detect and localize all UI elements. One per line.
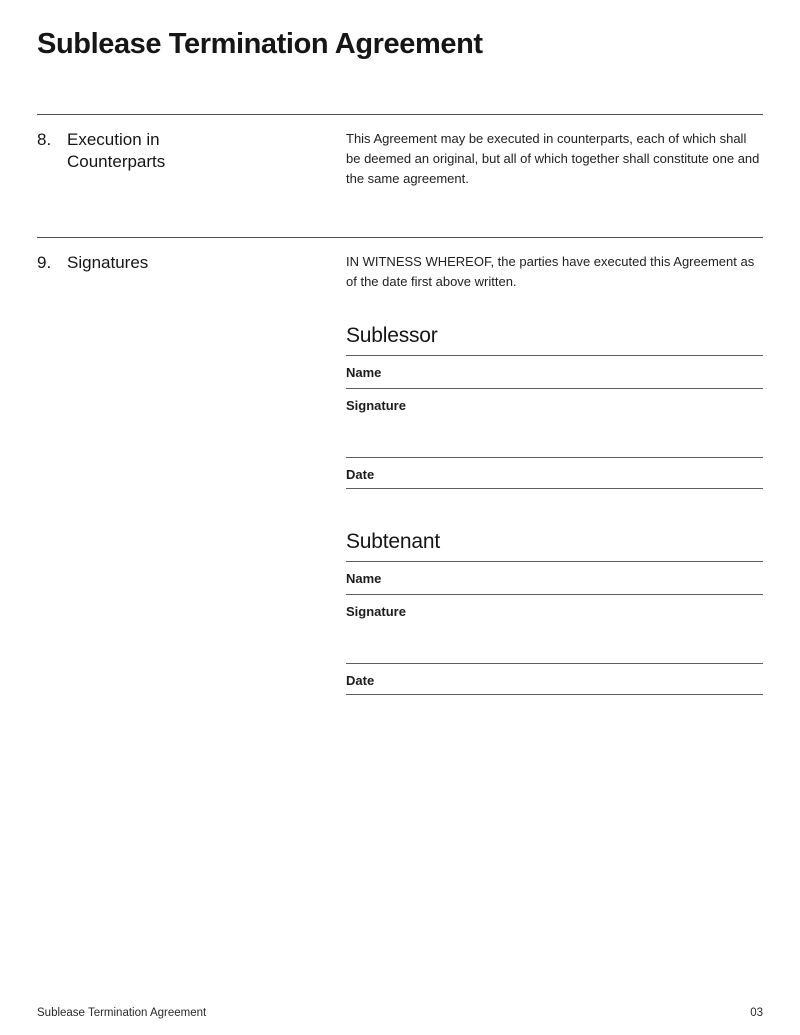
- name-field-label: Name: [346, 571, 382, 586]
- signature-block-subtenant: [346, 529, 763, 695]
- section-content: [346, 115, 763, 189]
- page-footer: [37, 1006, 763, 1020]
- section-heading: [37, 238, 148, 274]
- section-number: 9.: [37, 253, 52, 272]
- party-heading: Subtenant: [346, 529, 763, 562]
- page-title: Sublease Termination Agreement: [37, 28, 483, 60]
- date-field: [346, 664, 763, 695]
- signature-blank-area: [346, 414, 763, 457]
- footer-page-number: 03: [750, 1007, 763, 1019]
- signature-block-sublessor: [346, 323, 763, 489]
- section-signatures: [37, 237, 763, 697]
- section-body-text: IN WITNESS WHEREOF, the parties have executed this Agreement as of the date first above written.: [346, 254, 755, 289]
- section-label: Signatures: [67, 253, 149, 272]
- section-execution-in-counterparts: [37, 114, 763, 237]
- date-field-label: Date: [346, 673, 375, 688]
- section-body-text: This Agreement may be executed in counterparts, each of which shall be deemed an original, but all of which together shall constitute one and the same agreement.: [346, 131, 760, 186]
- name-field: [346, 562, 763, 595]
- date-field: [346, 458, 763, 489]
- footer-document-title: Sublease Termination Agreement: [37, 1007, 207, 1019]
- name-field-label: Name: [346, 365, 382, 380]
- party-heading: Sublessor: [346, 323, 763, 356]
- signature-field-label: Signature: [346, 398, 406, 413]
- signature-field: [346, 389, 763, 458]
- date-field-label: Date: [346, 467, 375, 482]
- section-label: Execution in Counterparts: [67, 130, 166, 171]
- section-number: 8.: [37, 130, 52, 149]
- signature-blank-area: [346, 620, 763, 663]
- section-heading: [37, 115, 197, 173]
- signature-field-label: Signature: [346, 604, 406, 619]
- signature-field: [346, 595, 763, 664]
- section-content: [346, 238, 763, 695]
- name-field: [346, 356, 763, 389]
